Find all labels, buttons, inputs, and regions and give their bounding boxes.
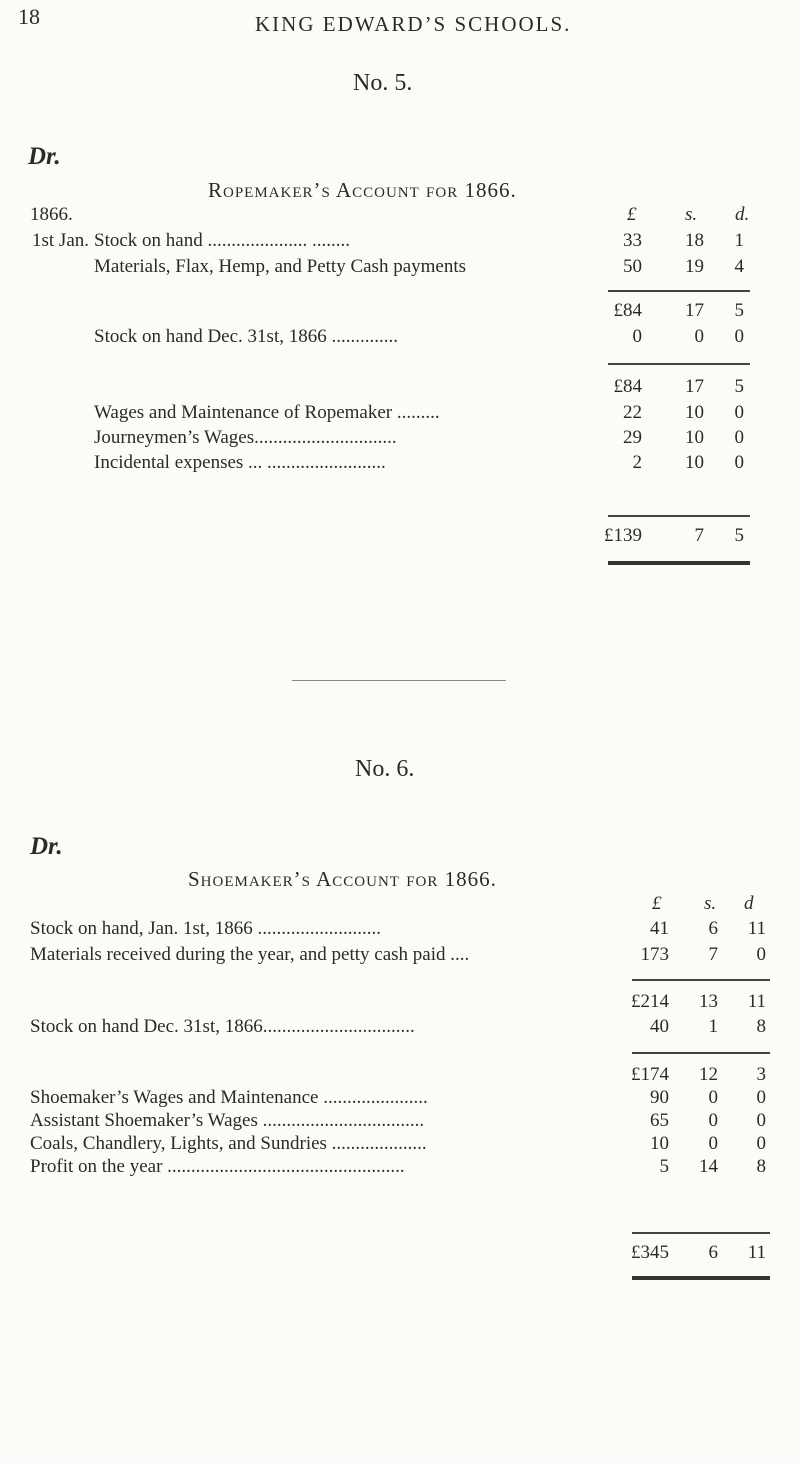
ropemaker-row-label: Stock on hand Dec. 31st, 1866 ..............: [94, 326, 398, 347]
ropemaker-row-pounds: 2: [632, 452, 642, 473]
shoemaker-subtotal-shillings: 13: [699, 991, 718, 1012]
shoemaker-col-shillings: s.: [704, 893, 717, 914]
ropemaker-col-pounds: £: [627, 204, 637, 225]
ropemaker-row-shillings: 18: [685, 230, 704, 251]
ropemaker-total-rule: [608, 515, 750, 517]
shoemaker-row-label: Shoemaker’s Wages and Maintenance ......................: [30, 1087, 428, 1108]
shoemaker-subtotal-pounds: £214: [631, 991, 669, 1012]
shoemaker-total-shillings: 6: [708, 1242, 718, 1263]
ropemaker-row-pounds: 0: [632, 326, 642, 347]
shoemaker-net-pounds: £174: [631, 1064, 669, 1085]
shoemaker-row-pence: 0: [756, 1110, 766, 1131]
shoemaker-row-pence: 0: [756, 1133, 766, 1154]
ropemaker-row-label: Materials, Flax, Hemp, and Petty Cash payments: [94, 256, 467, 277]
shoemaker-row-shillings: 0: [708, 1087, 718, 1108]
shoemaker-total-pence: 11: [747, 1242, 766, 1263]
ropemaker-row-pence: 0: [734, 402, 744, 423]
shoemaker-row-pounds: 65: [650, 1110, 669, 1131]
shoemaker-row-pence: 8: [756, 1016, 766, 1037]
shoemaker-title: Shoemaker’s Account for 1866.: [188, 867, 497, 891]
ropemaker-subtotal-shillings: 17: [685, 300, 704, 321]
ropemaker-year: 1866.: [30, 204, 73, 225]
shoemaker-row-label: Stock on hand, Jan. 1st, 1866 ..........................: [30, 918, 381, 939]
running-head: KING EDWARD’S SCHOOLS.: [255, 12, 572, 36]
shoemaker-row-pence: 11: [747, 918, 766, 939]
ropemaker-row-pence: 1: [734, 230, 744, 251]
shoemaker-subtotal-pence: 11: [747, 991, 766, 1012]
ropemaker-net-pence: 5: [734, 376, 744, 397]
shoemaker-subtotal-rule: [632, 979, 770, 981]
shoemaker-total-pounds: £345: [631, 1242, 669, 1263]
ropemaker-total-double-rule: [608, 561, 750, 565]
ropemaker-row-pounds: 22: [623, 402, 642, 423]
ropemaker-subtotal-pence: 5: [734, 300, 744, 321]
ropemaker-col-pence: d.: [735, 204, 750, 225]
ropemaker-row-pounds: 29: [623, 427, 642, 448]
shoemaker-row-pounds: 40: [650, 1016, 669, 1037]
ropemaker-row-pounds: 33: [623, 230, 642, 251]
ropemaker-dr: Dr.: [28, 143, 61, 170]
ropemaker-row-label: Stock on hand ..................... ........: [94, 230, 350, 251]
shoemaker-row-pence: 8: [756, 1156, 766, 1177]
shoemaker-net-rule: [632, 1052, 770, 1054]
shoemaker-row-pounds: 5: [659, 1156, 669, 1177]
ropemaker-net-rule: [608, 363, 750, 365]
shoemaker-col-pence: d: [744, 893, 754, 914]
ropemaker-net-pounds: £84: [613, 376, 642, 397]
shoemaker-row-label: Stock on hand Dec. 31st, 1866................................: [30, 1016, 415, 1037]
ropemaker-row-shillings: 10: [685, 452, 704, 473]
ropemaker-row-pence: 0: [734, 427, 744, 448]
shoemaker-row-shillings: 0: [708, 1133, 718, 1154]
shoemaker-row-pounds: 41: [650, 918, 669, 939]
shoemaker-row-label: Coals, Chandlery, Lights, and Sundries ....................: [30, 1133, 427, 1154]
ropemaker-row-label: Journeymen’s Wages..............................: [94, 427, 397, 448]
account-number-5: No. 5.: [353, 70, 413, 96]
shoemaker-dr: Dr.: [30, 833, 63, 860]
shoemaker-total-rule: [632, 1232, 770, 1234]
shoemaker-row-pence: 0: [756, 1087, 766, 1108]
ropemaker-row-shillings: 0: [694, 326, 704, 347]
shoemaker-row-shillings: 6: [708, 918, 718, 939]
ropemaker-date: 1st Jan.: [32, 230, 89, 251]
shoemaker-row-shillings: 0: [708, 1110, 718, 1131]
ropemaker-subtotal-rule: [608, 290, 750, 292]
shoemaker-net-shillings: 12: [699, 1064, 718, 1085]
shoemaker-row-pounds: 173: [640, 944, 669, 965]
page-number: 18: [18, 4, 40, 29]
ropemaker-total-shillings: 7: [694, 525, 704, 546]
shoemaker-net-pence: 3: [756, 1064, 766, 1085]
shoemaker-row-label: Assistant Shoemaker’s Wages ..................................: [30, 1110, 425, 1131]
shoemaker-row-pence: 0: [756, 944, 766, 965]
shoemaker-row-pounds: 90: [650, 1087, 669, 1108]
shoemaker-total-double-rule: [632, 1276, 770, 1280]
shoemaker-row-shillings: 7: [708, 944, 718, 965]
ropemaker-row-shillings: 10: [685, 402, 704, 423]
ropemaker-total-pence: 5: [734, 525, 744, 546]
ropemaker-title: Ropemaker’s Account for 1866.: [208, 178, 517, 202]
ropemaker-row-shillings: 19: [685, 256, 704, 277]
shoemaker-row-label: Profit on the year ..................................................: [30, 1156, 405, 1177]
shoemaker-row-shillings: 1: [708, 1016, 718, 1037]
account-number-6: No. 6.: [355, 756, 415, 782]
ropemaker-row-pence: 4: [734, 256, 744, 277]
ropemaker-row-shillings: 10: [685, 427, 704, 448]
ropemaker-total-pounds: £139: [604, 525, 642, 546]
section-divider: [292, 680, 506, 681]
ropemaker-row-label: Incidental expenses ... .........................: [94, 452, 386, 473]
shoemaker-row-shillings: 14: [699, 1156, 718, 1177]
shoemaker-row-label: Materials received during the year, and petty cash paid ....: [30, 944, 470, 965]
ropemaker-subtotal-pounds: £84: [613, 300, 642, 321]
ropemaker-col-shillings: s.: [685, 204, 698, 225]
ropemaker-row-pence: 0: [734, 452, 744, 473]
ropemaker-net-shillings: 17: [685, 376, 704, 397]
shoemaker-col-pounds: £: [652, 893, 662, 914]
ropemaker-row-pence: 0: [734, 326, 744, 347]
shoemaker-row-pounds: 10: [650, 1133, 669, 1154]
ropemaker-row-pounds: 50: [623, 256, 642, 277]
ropemaker-row-label: Wages and Maintenance of Ropemaker .........: [94, 402, 440, 423]
